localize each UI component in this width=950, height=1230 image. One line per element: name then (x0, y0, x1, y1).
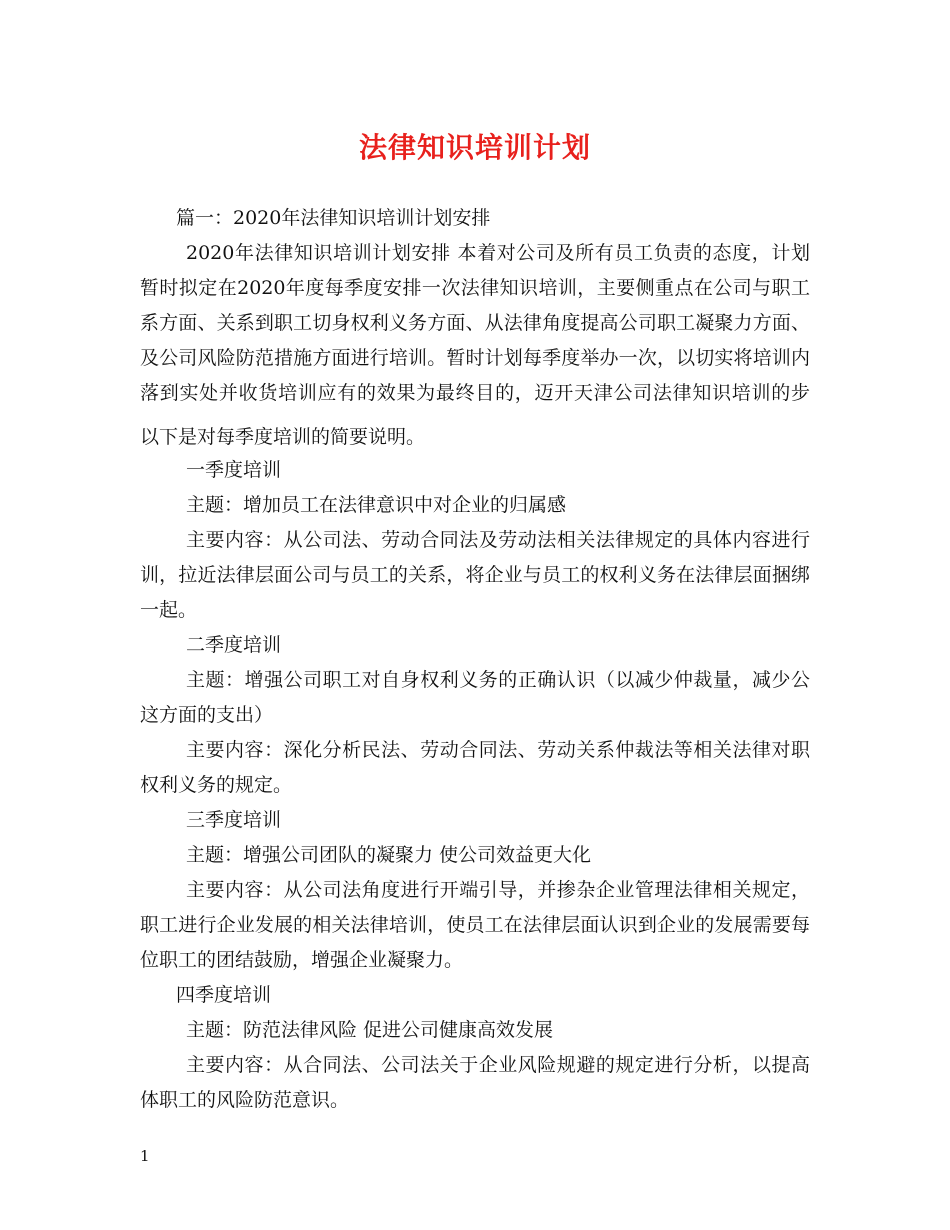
q4-heading: 四季度培训 (176, 984, 272, 1006)
intro-line-6: 以下是对每季度培训的简要说明。 (140, 426, 426, 448)
page-number: 1 (140, 1147, 150, 1165)
intro-line-4: 及公司风险防范措施方面进行培训。暂时计划每季度举办一次，以切实将培训内 (140, 347, 810, 369)
intro-line-1: 2020年法律知识培训计划安排 本着对公司及所有员工负责的态度，计划 (186, 242, 810, 264)
q2-content-line-1: 主要内容：深化分析民法、劳动合同法、劳动关系仲裁法等相关法律对职 (186, 739, 810, 761)
q2-theme-line-1: 主题：增强公司职工对自身权利义务的正确认识（以减少仲裁量，减少公 (186, 669, 810, 691)
q3-content-line-3: 位职工的团结鼓励，增强企业凝聚力。 (140, 949, 464, 971)
intro-line-2: 暂时拟定在2020年度每季度安排一次法律知识培训，主要侧重点在公司与职工 (140, 277, 810, 299)
section-heading: 篇一：2020年法律知识培训计划安排 (176, 207, 491, 229)
q1-content-line-3: 一起。 (140, 599, 198, 621)
q3-content-line-2: 职工进行企业发展的相关法律培训，使员工在法律层面认识到企业的发展需要每 (140, 914, 810, 936)
q1-content-line-2: 训，拉近法律层面公司与员工的关系，将企业与员工的权利义务在法律层面捆绑 (140, 564, 810, 586)
q3-heading: 三季度培训 (186, 809, 282, 831)
q2-content-line-2: 权利义务的规定。 (140, 774, 293, 796)
intro-line-3: 系方面、关系到职工切身权利义务方面、从法律角度提高公司职工凝聚力方面、 (140, 312, 810, 334)
q1-heading: 一季度培训 (186, 459, 282, 481)
q3-content-line-1: 主要内容：从公司法角度进行开端引导，并掺杂企业管理法律相关规定， (186, 879, 810, 901)
q4-theme: 主题：防范法律风险 促进公司健康高效发展 (186, 1019, 554, 1041)
q3-theme: 主题：增强公司团队的凝聚力 使公司效益更大化 (186, 844, 592, 866)
q2-heading: 二季度培训 (186, 634, 282, 656)
q4-content-line-2: 体职工的风险防范意识。 (140, 1089, 350, 1111)
q1-content-line-1: 主要内容：从公司法、劳动合同法及劳动法相关法律规定的具体内容进行 (186, 529, 810, 551)
document-title: 法律知识培训计划 (358, 131, 591, 164)
q4-content-line-1: 主要内容：从合同法、公司法关于企业风险规避的规定进行分析，以提高 (186, 1054, 810, 1076)
intro-line-5: 落到实处并收货培训应有的效果为最终目的，迈开天津公司法律知识培训的步 (140, 382, 810, 404)
q2-theme-line-2: 这方面的支出） (140, 704, 274, 726)
q1-theme: 主题：增加员工在法律意识中对企业的归属感 (186, 494, 567, 516)
